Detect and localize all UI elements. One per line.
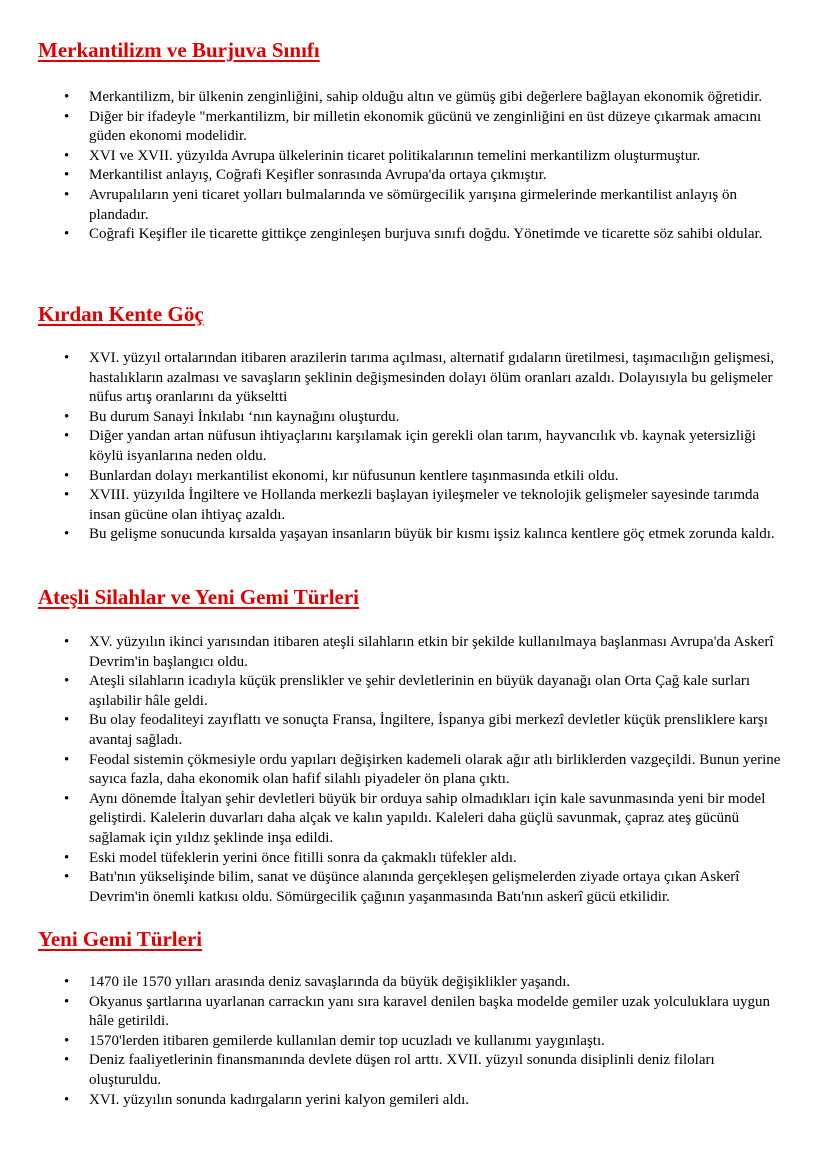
bullet-list-atesli-silahlar (64, 633, 790, 907)
list-item: • Coğrafi Keşifler ile ticarette gittikçe zenginleşen burjuva sınıfı doğdu. Yönetimde ve ticarette söz sahibi oldular. (64, 225, 790, 245)
list-item: • Eski model tüfeklerin yerini önce fitilli sonra da çakmaklı tüfekler aldı. (64, 849, 790, 869)
list-item: • Ateşli silahların icadıyla küçük prenslikler ve şehir devletlerinin en büyük dayanağı olan Orta Çağ kale surları aşılabilir hâle geldi. (64, 672, 790, 711)
list-item: • Deniz faaliyetlerinin finansmanında devlete düşen rol arttı. XVII. yüzyıl sonunda disiplinli deniz filoları oluşturuldu. (64, 1051, 790, 1090)
list-item: • Diğer yandan artan nüfusun ihtiyaçlarını karşılamak için gerekli olan tarım, hayvancılık vb. kaynak yetersizliği köylü isyanlarına neden oldu. (64, 427, 790, 466)
list-item: • Merkantilizm, bir ülkenin zenginliğini, sahip olduğu altın ve gümüş gibi değerlere bağlayan ekonomik öğretidir. (64, 88, 790, 108)
list-item: • 1570'lerden itibaren gemilerde kullanılan demir top ucuzladı ve kullanımı yaygınlaştı. (64, 1032, 790, 1052)
list-item: • Feodal sistemin çökmesiyle ordu yapıları değişirken kademeli olarak ağır atlı birliklerden vazgeçildi. Bunun yerine sayıca fazla, daha ekonomik olan hafif silahlı piyadeler ön plana çıktı. (64, 751, 790, 790)
section-heading-yeni-gemi-turleri: Yeni Gemi Türleri (38, 927, 203, 951)
list-item: • XVIII. yüzyılda İngiltere ve Hollanda merkezli başlayan iyileşmeler ve teknolojik gelişmeler sayesinde tarımda insan gücüne olan ihtiyaç azaldı. (64, 486, 790, 525)
list-item: • Bu gelişme sonucunda kırsalda yaşayan insanların büyük bir kısmı işsiz kalınca kentlere göç etmek zorunda kaldı. (64, 525, 790, 545)
bullet-list-yeni-gemi-turleri (64, 973, 790, 1110)
list-item: • Okyanus şartlarına uyarlanan carrackın yanı sıra karavel denilen başka modelde gemiler uzak yolculuklara uygun hâle getirildi. (64, 993, 790, 1032)
list-item: • XV. yüzyılın ikinci yarısından itibaren ateşli silahların etkin bir şekilde kullanılmaya başlanması Avrupa'da Askerî Devrim'in başlangıcı oldu. (64, 633, 790, 672)
list-item: • 1470 ile 1570 yılları arasında deniz savaşlarında da büyük değişiklikler yaşandı. (64, 973, 790, 993)
list-item: • Bu durum Sanayi İnkılabı ‘nın kaynağını oluşturdu. (64, 408, 790, 428)
list-item: • Diğer bir ifadeyle "merkantilizm, bir milletin ekonomik gücünü ve zenginliğini en üst düzeye çıkarmak amacını güden ekonomi modelidir. (64, 108, 790, 147)
list-item: • Bu olay feodaliteyi zayıflattı ve sonuçta Fransa, İngiltere, İspanya gibi merkezî devletler küçük prensliklere karşı avantaj sağladı. (64, 711, 790, 750)
section-heading-atesli-silahlar: Ateşli Silahlar ve Yeni Gemi Türleri (38, 585, 360, 609)
list-item: • XVI ve XVII. yüzyılda Avrupa ülkelerinin ticaret politikalarının temelini merkantilizm oluşturmuştur. (64, 147, 790, 167)
section-heading-merkantilizm: Merkantilizm ve Burjuva Sınıfı (38, 38, 320, 62)
list-item: • Batı'nın yükselişinde bilim, sanat ve düşünce alanında gerçekleşen gelişmelerden ziyade ortaya çıkan Askerî Devrim'in önemli katkısı oldu. Sömürgecilik çağının yaşanmasında Batı'nın askerî gücü etkilidir. (64, 868, 790, 907)
list-item: • Bunlardan dolayı merkantilist ekonomi, kır nüfusunun kentlere taşınmasında etkili oldu. (64, 467, 790, 487)
list-item: • Avrupalıların yeni ticaret yolları bulmalarında ve sömürgecilik yarışına girmelerinde merkantilist anlayış ön plandadır. (64, 186, 790, 225)
list-item: • XVI. yüzyılın sonunda kadırgaların yerini kalyon gemileri aldı. (64, 1091, 790, 1111)
list-item: • Merkantilist anlayış, Coğrafi Keşifler sonrasında Avrupa'da ortaya çıkmıştır. (64, 166, 790, 186)
bullet-list-merkantilizm (64, 88, 790, 245)
section-heading-kirdan-kente-goc: Kırdan Kente Göç (38, 302, 204, 326)
list-item: • XVI. yüzyıl ortalarından itibaren arazilerin tarıma açılması, alternatif gıdaların üretilmesi, taşımacılığın gelişmesi, hastalıkların azalması ve savaşların şeklinin değişmesinden dolayı ölüm oranları azaldı. Dolayısıyla bu gelişmeler nüfus artış oranlarını da yükseltti (64, 349, 790, 408)
bullet-list-kirdan-kente-goc (64, 349, 790, 545)
list-item: • Aynı dönemde İtalyan şehir devletleri büyük bir orduya sahip olmadıkları için kale savunmasında yeni bir model geliştirdi. Kalelerin duvarları daha alçak ve kalın yapıldı. Kaleleri daha güçlü savunmak, çapraz ateş gücünü sağlamak için yıldız şeklinde inşa edildi. (64, 790, 790, 849)
